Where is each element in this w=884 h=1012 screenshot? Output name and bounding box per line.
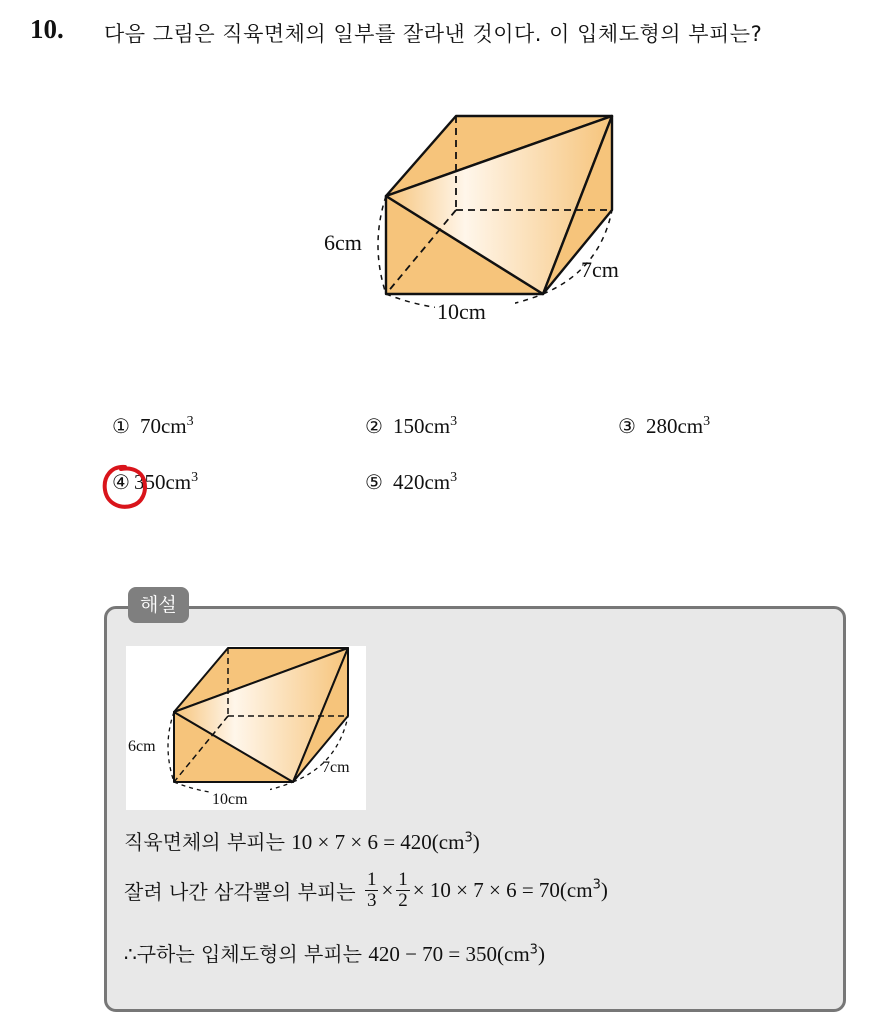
choice-5-value: 420cm: [392, 470, 451, 494]
choice-4-exp: 3: [191, 470, 199, 485]
choice-3-exp: 3: [703, 414, 711, 429]
solution-depth-label: 7cm: [322, 759, 350, 776]
cuboid-figure: [300, 100, 660, 340]
fraction-one-half: $\frac{1}{2}$: [398, 869, 408, 911]
choice-1-mark: ①: [112, 414, 130, 438]
solution-figure-panel: [126, 646, 366, 810]
choice-2-mark: ②: [365, 414, 383, 438]
answer-circle-mark: [101, 463, 149, 511]
choice-5-exp: 3: [450, 470, 458, 485]
fraction-one-third: $\frac{1}{3}$: [366, 869, 377, 911]
choice-5[interactable]: [365, 470, 457, 495]
choice-1-value: 70cm: [139, 414, 187, 438]
solution-cuboid-figure: [126, 646, 366, 810]
choice-3-mark: ③: [618, 414, 636, 438]
choice-1-exp: 3: [186, 414, 194, 429]
choice-1[interactable]: [112, 414, 194, 439]
choice-3-value: 280cm: [645, 414, 704, 438]
height-label: 6cm: [324, 230, 362, 255]
solution-line-2: 잘려 나간 삼각뿔의 부피는 $\frac{1}{3}$ × $\frac{1}{2}$ × $10 \times 7 \times 6 = 70(cm^3)$: [124, 869, 608, 911]
solution-tag: 해설: [128, 587, 189, 623]
question-number: 10.: [30, 14, 64, 44]
choice-2-value: 150cm: [392, 414, 451, 438]
choice-2[interactable]: [365, 414, 457, 439]
solution-line-1: 직육면체의 부피는 $10 \times 7 \times 6 = 420(cm^3)$: [124, 830, 480, 854]
question-text: 다음 그림은 직육면체의 일부를 잘라낸 것이다. 이 입체도형의 부피는?: [104, 22, 763, 46]
solution-height-label: 6cm: [128, 738, 156, 755]
solution-width-label: 10cm: [212, 791, 248, 808]
solution-line-3: ∴구하는 입체도형의 부피는 $420 - 70 = 350(cm^3)$: [124, 942, 545, 966]
width-label: 10cm: [437, 299, 486, 324]
choice-5-mark: ⑤: [365, 470, 383, 494]
choice-3[interactable]: [618, 414, 710, 439]
choice-4-mark: ④: [112, 470, 130, 494]
choice-4-value: 350cm: [133, 470, 192, 494]
choice-2-exp: 3: [450, 414, 458, 429]
depth-label: 7cm: [581, 257, 619, 282]
